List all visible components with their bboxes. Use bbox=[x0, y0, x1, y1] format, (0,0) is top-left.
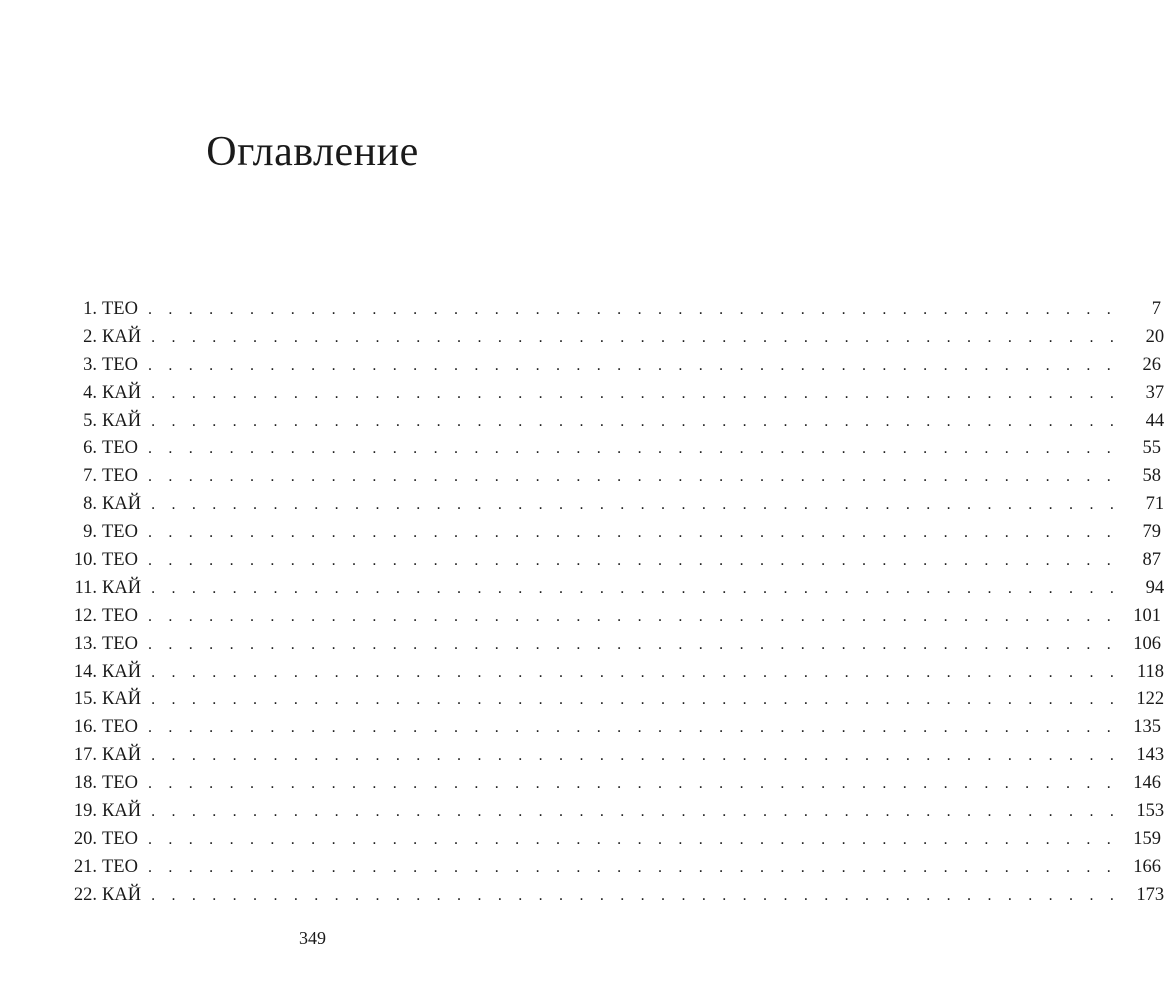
toc-entry-22[interactable] bbox=[70, 882, 1164, 910]
page-title: Оглавление bbox=[206, 129, 419, 175]
chapter-page: 166 bbox=[1133, 856, 1161, 877]
dot-leader: . . . . . . . . . . . . . . . . . . . . . . . . . . . . . . . . . . . . . . . . . . . . . . . . bbox=[147, 524, 1117, 542]
dot-leader: . . . . . . . . . . . . . . . . . . . . . . . . . . . . . . . . . . . . . . . . . . . . . . . . bbox=[147, 775, 1117, 793]
chapter-number: 6. bbox=[83, 438, 97, 459]
dot-leader: . . . . . . . . . . . . . . . . . . . . . . . . . . . . . . . . . . . . . . . . . . . . . . . . bbox=[147, 440, 1117, 458]
chapter-page: 146 bbox=[1133, 773, 1161, 794]
chapter-number: 17. bbox=[73, 745, 97, 766]
toc-entry-14[interactable] bbox=[70, 659, 1164, 687]
chapter-page: 94 bbox=[1145, 577, 1164, 598]
chapter-title: КАЙ bbox=[102, 801, 142, 822]
chapter-page: 44 bbox=[1145, 410, 1164, 431]
chapter-number: 10. bbox=[73, 550, 97, 571]
toc-entry-17[interactable] bbox=[70, 742, 1164, 770]
chapter-page: 159 bbox=[1133, 828, 1161, 849]
toc-entry-12[interactable] bbox=[70, 603, 1161, 631]
chapter-title: ТЕО bbox=[102, 354, 138, 375]
chapter-number: 1. bbox=[83, 299, 97, 319]
dot-leader: . . . . . . . . . . . . . . . . . . . . . . . . . . . . . . . . . . . . . . . . . . . . . . . . bbox=[147, 552, 1117, 570]
chapter-page: 143 bbox=[1136, 745, 1164, 766]
chapter-number: 13. bbox=[73, 633, 97, 654]
dot-leader: . . . . . . . . . . . . . . . . . . . . . . . . . . . . . . . . . . . . . . . . . . . . . . . . bbox=[147, 356, 1117, 374]
chapter-page: 79 bbox=[1142, 522, 1161, 543]
chapter-page: 87 bbox=[1142, 550, 1161, 571]
toc-entry-3[interactable] bbox=[70, 352, 1161, 380]
toc-entry-20[interactable] bbox=[70, 826, 1161, 854]
chapter-title: КАЙ bbox=[102, 884, 142, 905]
chapter-number: 22. bbox=[73, 884, 97, 905]
toc-entry-9[interactable] bbox=[70, 519, 1161, 547]
toc-entry-13[interactable] bbox=[70, 631, 1161, 659]
dot-leader: . . . . . . . . . . . . . . . . . . . . . . . . . . . . . . . . . . . . . . . . . . . . . . . . bbox=[147, 468, 1117, 486]
toc-entry-11[interactable] bbox=[70, 575, 1164, 603]
dot-leader: . . . . . . . . . . . . . . . . . . . . . . . . . . . . . . . . . . . . . . . . . . . . . . . . bbox=[147, 635, 1117, 653]
dot-leader: . . . . . . . . . . . . . . . . . . . . . . . . . . . . . . . . . . . . . . . . . . . . . . . . bbox=[147, 719, 1117, 737]
chapter-page: 55 bbox=[1142, 438, 1161, 459]
chapter-title: ТЕО bbox=[102, 299, 138, 319]
chapter-title: ТЕО bbox=[102, 773, 138, 794]
chapter-title: ТЕО bbox=[102, 856, 138, 877]
chapter-title: ТЕО bbox=[102, 522, 138, 543]
toc-entry-18[interactable] bbox=[70, 770, 1161, 798]
chapter-title: КАЙ bbox=[102, 382, 142, 403]
chapter-page: 118 bbox=[1136, 661, 1164, 682]
chapter-page: 106 bbox=[1133, 633, 1161, 654]
dot-leader: . . . . . . . . . . . . . . . . . . . . . . . . . . . . . . . . . . . . . . . . . . . . . . . . bbox=[151, 691, 1121, 709]
toc-entry-21[interactable] bbox=[70, 854, 1161, 882]
toc-entry-15[interactable] bbox=[70, 686, 1164, 714]
chapter-page: 58 bbox=[1142, 466, 1161, 487]
chapter-number: 19. bbox=[73, 801, 97, 822]
table-of-contents bbox=[70, 296, 1164, 910]
dot-leader: . . . . . . . . . . . . . . . . . . . . . . . . . . . . . . . . . . . . . . . . . . . . . . . . bbox=[147, 607, 1117, 625]
chapter-title: ТЕО bbox=[102, 550, 138, 571]
dot-leader: . . . . . . . . . . . . . . . . . . . . . . . . . . . . . . . . . . . . . . . . . . . . . . . . bbox=[147, 858, 1117, 876]
dot-leader: . . . . . . . . . . . . . . . . . . . . . . . . . . . . . . . . . . . . . . . . . . . . . . . . bbox=[151, 412, 1121, 430]
toc-entry-4[interactable] bbox=[70, 380, 1164, 408]
toc-entry-5[interactable] bbox=[70, 408, 1164, 436]
chapter-page: 153 bbox=[1136, 801, 1164, 822]
chapter-number: 12. bbox=[73, 605, 97, 626]
dot-leader: . . . . . . . . . . . . . . . . . . . . . . . . . . . . . . . . . . . . . . . . . . . . . . . . bbox=[151, 886, 1121, 904]
dot-leader: . . . . . . . . . . . . . . . . . . . . . . . . . . . . . . . . . . . . . . . . . . . . . . . . bbox=[151, 496, 1121, 514]
chapter-number: 14. bbox=[73, 661, 97, 682]
chapter-title: ТЕО bbox=[102, 633, 138, 654]
dot-leader: . . . . . . . . . . . . . . . . . . . . . . . . . . . . . . . . . . . . . . . . . . . . . . . . bbox=[147, 301, 1117, 318]
toc-entry-16[interactable] bbox=[70, 714, 1161, 742]
chapter-number: 20. bbox=[73, 828, 97, 849]
toc-entry-19[interactable] bbox=[70, 798, 1164, 826]
dot-leader: . . . . . . . . . . . . . . . . . . . . . . . . . . . . . . . . . . . . . . . . . . . . . . . . bbox=[151, 384, 1121, 402]
chapter-title: КАЙ bbox=[102, 326, 142, 347]
page-number: 349 bbox=[299, 928, 326, 948]
chapter-page: 135 bbox=[1133, 717, 1161, 738]
toc-entry-8[interactable] bbox=[70, 491, 1164, 519]
chapter-number: 5. bbox=[83, 410, 97, 431]
chapter-number: 3. bbox=[83, 354, 97, 375]
chapter-page: 26 bbox=[1142, 354, 1161, 375]
dot-leader: . . . . . . . . . . . . . . . . . . . . . . . . . . . . . . . . . . . . . . . . . . . . . . . . bbox=[147, 830, 1117, 848]
chapter-number: 7. bbox=[83, 466, 97, 487]
toc-entry-6[interactable] bbox=[70, 435, 1161, 463]
chapter-title: КАЙ bbox=[102, 577, 142, 598]
toc-entry-10[interactable] bbox=[70, 547, 1161, 575]
chapter-title: ТЕО bbox=[102, 438, 138, 459]
chapter-page: 20 bbox=[1145, 326, 1164, 347]
chapter-title: КАЙ bbox=[102, 494, 142, 515]
toc-entry-1[interactable] bbox=[70, 296, 1161, 324]
dot-leader: . . . . . . . . . . . . . . . . . . . . . . . . . . . . . . . . . . . . . . . . . . . . . . . . bbox=[151, 579, 1121, 597]
chapter-number: 11. bbox=[74, 577, 97, 598]
chapter-page: 122 bbox=[1136, 689, 1164, 710]
toc-entry-2[interactable] bbox=[70, 324, 1164, 352]
toc-entry-7[interactable] bbox=[70, 463, 1161, 491]
chapter-number: 18. bbox=[73, 773, 97, 794]
chapter-number: 4. bbox=[83, 382, 97, 403]
chapter-title: ТЕО bbox=[102, 828, 138, 849]
dot-leader: . . . . . . . . . . . . . . . . . . . . . . . . . . . . . . . . . . . . . . . . . . . . . . . . bbox=[151, 747, 1121, 765]
dot-leader: . . . . . . . . . . . . . . . . . . . . . . . . . . . . . . . . . . . . . . . . . . . . . . . . bbox=[151, 803, 1121, 821]
chapter-number: 9. bbox=[83, 522, 97, 543]
chapter-page: 101 bbox=[1133, 605, 1161, 626]
dot-leader: . . . . . . . . . . . . . . . . . . . . . . . . . . . . . . . . . . . . . . . . . . . . . . . . bbox=[151, 328, 1121, 346]
chapter-number: 21. bbox=[73, 856, 97, 877]
chapter-title: КАЙ bbox=[102, 410, 142, 431]
chapter-title: КАЙ bbox=[102, 689, 142, 710]
chapter-page: 173 bbox=[1136, 884, 1164, 905]
chapter-number: 16. bbox=[73, 717, 97, 738]
chapter-title: ТЕО bbox=[102, 605, 138, 626]
chapter-number: 2. bbox=[83, 326, 97, 347]
chapter-number: 8. bbox=[83, 494, 97, 515]
dot-leader: . . . . . . . . . . . . . . . . . . . . . . . . . . . . . . . . . . . . . . . . . . . . . . . . bbox=[151, 663, 1121, 681]
chapter-title: КАЙ bbox=[102, 661, 142, 682]
chapter-page: 37 bbox=[1145, 382, 1164, 403]
chapter-number: 15. bbox=[73, 689, 97, 710]
chapter-title: КАЙ bbox=[102, 745, 142, 766]
chapter-title: ТЕО bbox=[102, 717, 138, 738]
chapter-title: ТЕО bbox=[102, 466, 138, 487]
chapter-page: 7 bbox=[1151, 299, 1161, 319]
chapter-page: 71 bbox=[1145, 494, 1164, 515]
